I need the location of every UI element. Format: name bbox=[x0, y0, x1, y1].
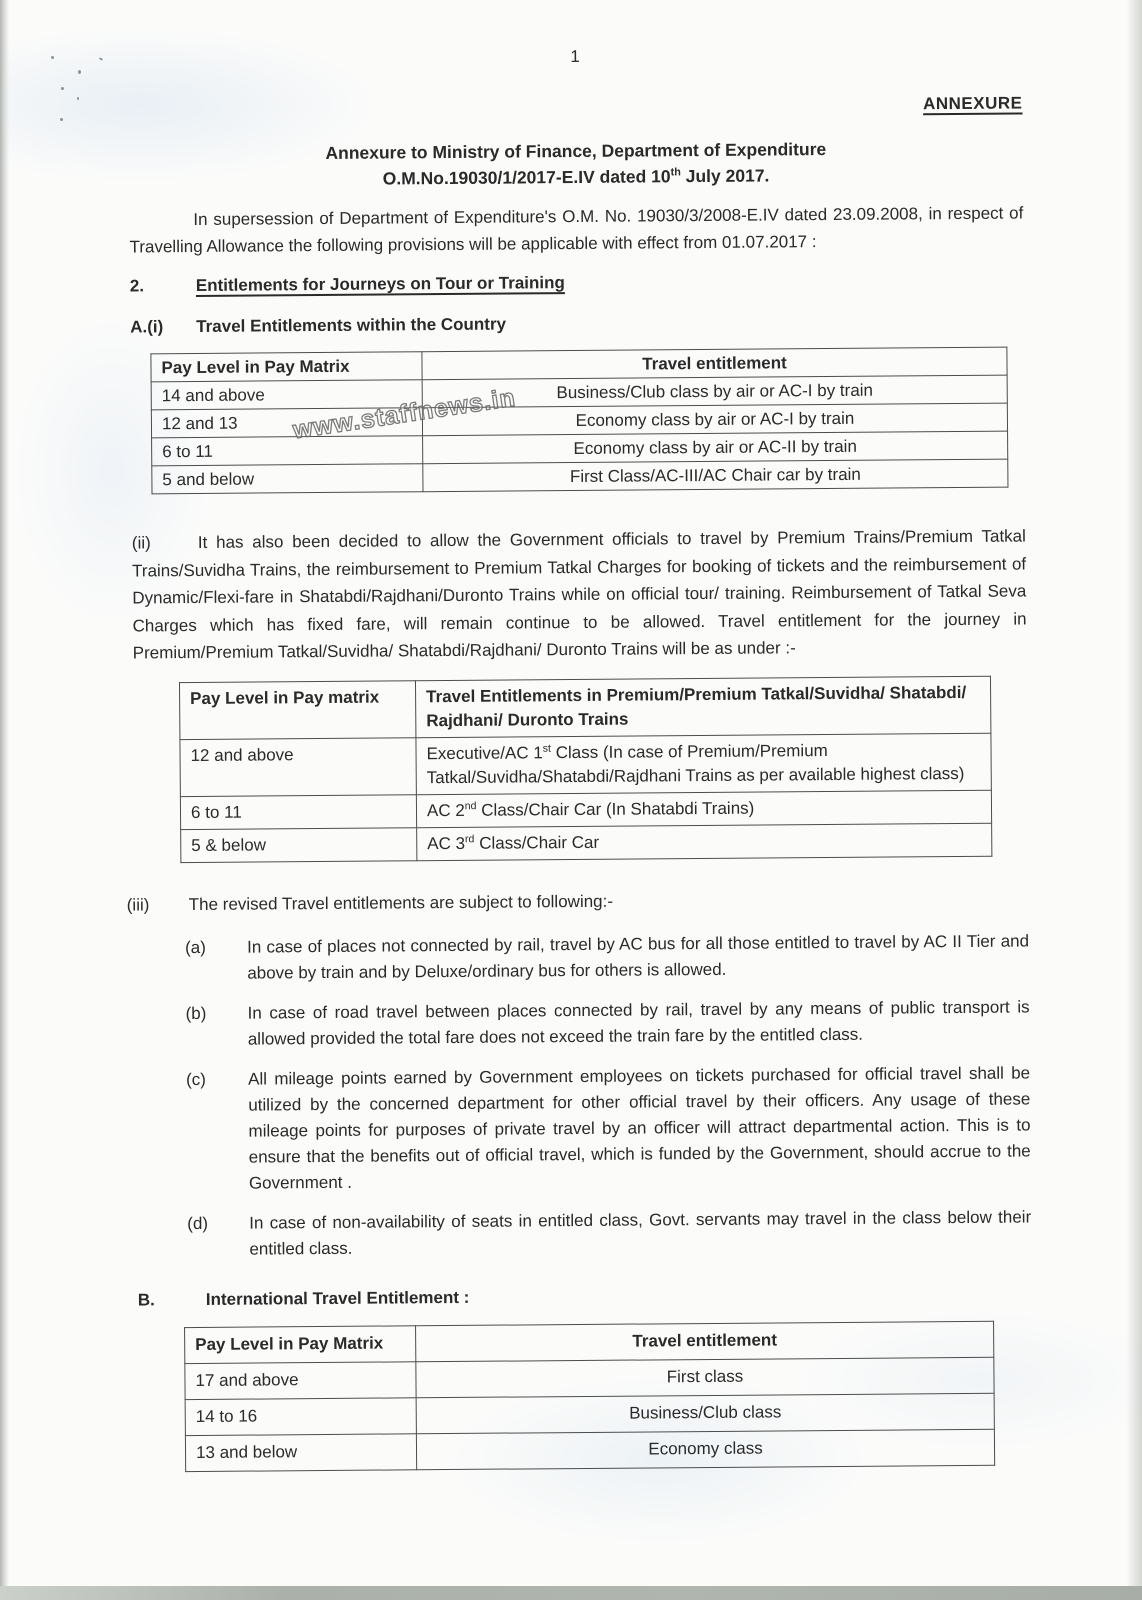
pay-level-cell: 17 and above bbox=[185, 1362, 416, 1400]
pay-level-cell: 13 and below bbox=[185, 1434, 416, 1472]
clause-iii-item-d bbox=[187, 1204, 1031, 1263]
document-content bbox=[128, 42, 1033, 1472]
section-2-number: 2. bbox=[129, 276, 145, 296]
annexure-row bbox=[128, 92, 1022, 121]
doc-title-line2-post: July 2017. bbox=[680, 165, 770, 187]
ordinal-superscript: rd bbox=[464, 832, 475, 845]
pay-level-cell: 12 and above bbox=[180, 737, 416, 796]
staffnews-watermark: www.staffnews.in bbox=[291, 383, 518, 445]
pay-level-cell: 14 to 16 bbox=[185, 1398, 416, 1436]
clause-iii-number: (iii) bbox=[126, 894, 150, 915]
section-ai-title: Travel Entitlements within the Country bbox=[196, 314, 507, 336]
ordinal-superscript: st bbox=[542, 742, 551, 755]
pay-level-header: Pay Level in Pay matrix bbox=[179, 680, 415, 739]
section-2-heading bbox=[130, 268, 1024, 297]
entitlement-cell: Executive/AC 1st Class (In case of Premium/Premium Tatkal/Suvidha/Shatabdi/Rajdhani Trains as per available highest class) bbox=[416, 733, 991, 795]
pay-level-cell: 5 and below bbox=[152, 464, 423, 494]
page-number: 1 bbox=[570, 46, 580, 67]
item-text: All mileage points earned by Government employees on tickets purchased for official travel shall be utilized by the concerned department for other official travel by their officers. Any usage of these mileage points for purposes of private travel by an officer will attract departmental action. This is to ensure that the benefits out of official travel, which is funded by the Government, should accrue to the Government . bbox=[248, 1063, 1031, 1193]
entitlement-cell: First class bbox=[416, 1357, 994, 1398]
domestic-travel-table bbox=[150, 347, 1008, 495]
item-label: (a) bbox=[184, 937, 206, 958]
item-label: (d) bbox=[187, 1213, 209, 1234]
clause-iii-paragraph bbox=[127, 884, 1029, 919]
ordinal-superscript: nd bbox=[464, 799, 477, 812]
annexure-label: ANNEXURE bbox=[922, 93, 1023, 114]
table-row bbox=[185, 1429, 994, 1471]
item-label: (b) bbox=[185, 1003, 207, 1024]
clause-iii-item-a bbox=[185, 928, 1029, 987]
item-text: In case of places not connected by rail, travel by AC bus for all those entitled to travel by AC II Tier and above by train and by Deluxe/ordinary bus for others is allowed. bbox=[246, 931, 1030, 983]
entitlement-cell: First Class/AC-III/AC Chair car by train bbox=[423, 459, 1008, 492]
doc-title-line1: Annexure to Ministry of Finance, Department of Expenditure bbox=[325, 139, 827, 163]
pay-level-cell: 6 to 11 bbox=[152, 436, 423, 466]
clause-iii-item-b bbox=[185, 994, 1029, 1053]
pay-level-cell: 14 and above bbox=[151, 380, 422, 410]
intro-paragraph: In supersession of Department of Expenditure's O.M. No. 19030/3/2008-E.IV dated 23.09.2008, in respect of Travelling Allowance the following provisions will be applicable with effect from 01.07.2017 : bbox=[129, 203, 1024, 257]
clause-iii-text: The revised Travel entitlements are subject to following:- bbox=[188, 891, 614, 914]
entitlement-cell: AC 3rd Class/Chair Car bbox=[417, 823, 992, 861]
doc-title-line2-pre: O.M.No.19030/1/2017-E.IV dated 10 bbox=[382, 166, 671, 189]
pay-level-header: Pay Level in Pay Matrix bbox=[151, 352, 422, 382]
section-ai-heading bbox=[130, 309, 1024, 338]
doc-title bbox=[129, 134, 1023, 193]
scan-edge-bottom bbox=[0, 1586, 1142, 1600]
item-text: In case of road travel between places connected by rail, travel by any means of public transport is allowed provided the total fare does not exceed the train fare by the entitled class. bbox=[247, 997, 1030, 1049]
pay-level-cell: 12 and 13 bbox=[151, 408, 422, 438]
item-text: In case of non-availability of seats in entitled class, Govt. servants may travel in the class below their entitled class. bbox=[249, 1207, 1032, 1259]
premium-entitlement-header: Travel Entitlements in Premium/Premium Tatkal/Suvidha/ Shatabdi/ Rajdhani/ Duronto Trains bbox=[415, 676, 990, 738]
clause-iii-item-c bbox=[186, 1060, 1031, 1197]
table-row bbox=[181, 823, 992, 862]
ordinal-superscript: th bbox=[670, 166, 681, 179]
pay-level-cell: 6 to 11 bbox=[180, 794, 416, 829]
clause-ii-text: It has also been decided to allow the Government officials to travel by Premium Trains/Premium Tatkal Trains/Suvidha Trains, the reimbursement to Premium Tatkal Charges for booking of tickets and the reimbursement of Dynamic/Flexi-fare in Shatabdi/Rajdhani/Duronto Trains while on official tour/ training. Reimbursement of Tatkal Seva Charges which has fixed fare, will remain continue to be allowed. Travel entitlement for the journey in Premium/Premium Tatkal/Suvidha/ Shatabdi/Rajdhani/ Duronto Trains will be as under :- bbox=[132, 526, 1027, 663]
international-travel-table bbox=[184, 1321, 995, 1472]
premium-trains-table bbox=[179, 675, 992, 862]
entitlement-cell: AC 2nd Class/Chair Car (In Shatabdi Trains) bbox=[416, 790, 991, 828]
entitlement-cell: Economy class by air or AC-II by train bbox=[423, 431, 1008, 464]
entitlement-cell: Business/Club class bbox=[416, 1393, 994, 1434]
scan-edge-left bbox=[0, 0, 9, 1600]
item-label: (c) bbox=[186, 1069, 207, 1090]
premium-table-header-row bbox=[179, 676, 990, 739]
entitlement-cell: Economy class bbox=[416, 1429, 994, 1470]
pay-level-header: Pay Level in Pay Matrix bbox=[185, 1326, 416, 1364]
travel-entitlement-header: Travel entitlement bbox=[422, 347, 1007, 380]
section-b-heading bbox=[138, 1282, 1032, 1311]
pay-level-cell: 5 & below bbox=[181, 827, 417, 862]
clause-ii-number: (ii) bbox=[131, 533, 151, 553]
entitlement-cell: Business/Club class by air or AC-I by train bbox=[422, 375, 1007, 408]
travel-entitlement-header: Travel entitlement bbox=[416, 1321, 994, 1362]
table-row bbox=[180, 733, 991, 796]
table-row bbox=[152, 459, 1008, 494]
section-ai-number: A.(i) bbox=[130, 317, 164, 337]
scan-edge-right bbox=[1126, 0, 1142, 1600]
section-2-title: Entitlements for Journeys on Tour or Training bbox=[195, 273, 565, 295]
entitlement-cell: Economy class by air or AC-I by train bbox=[422, 403, 1007, 436]
section-b-number: B. bbox=[137, 1290, 155, 1310]
clause-ii-paragraph bbox=[132, 522, 1027, 667]
section-b-title: International Travel Entitlement : bbox=[205, 1287, 470, 1309]
